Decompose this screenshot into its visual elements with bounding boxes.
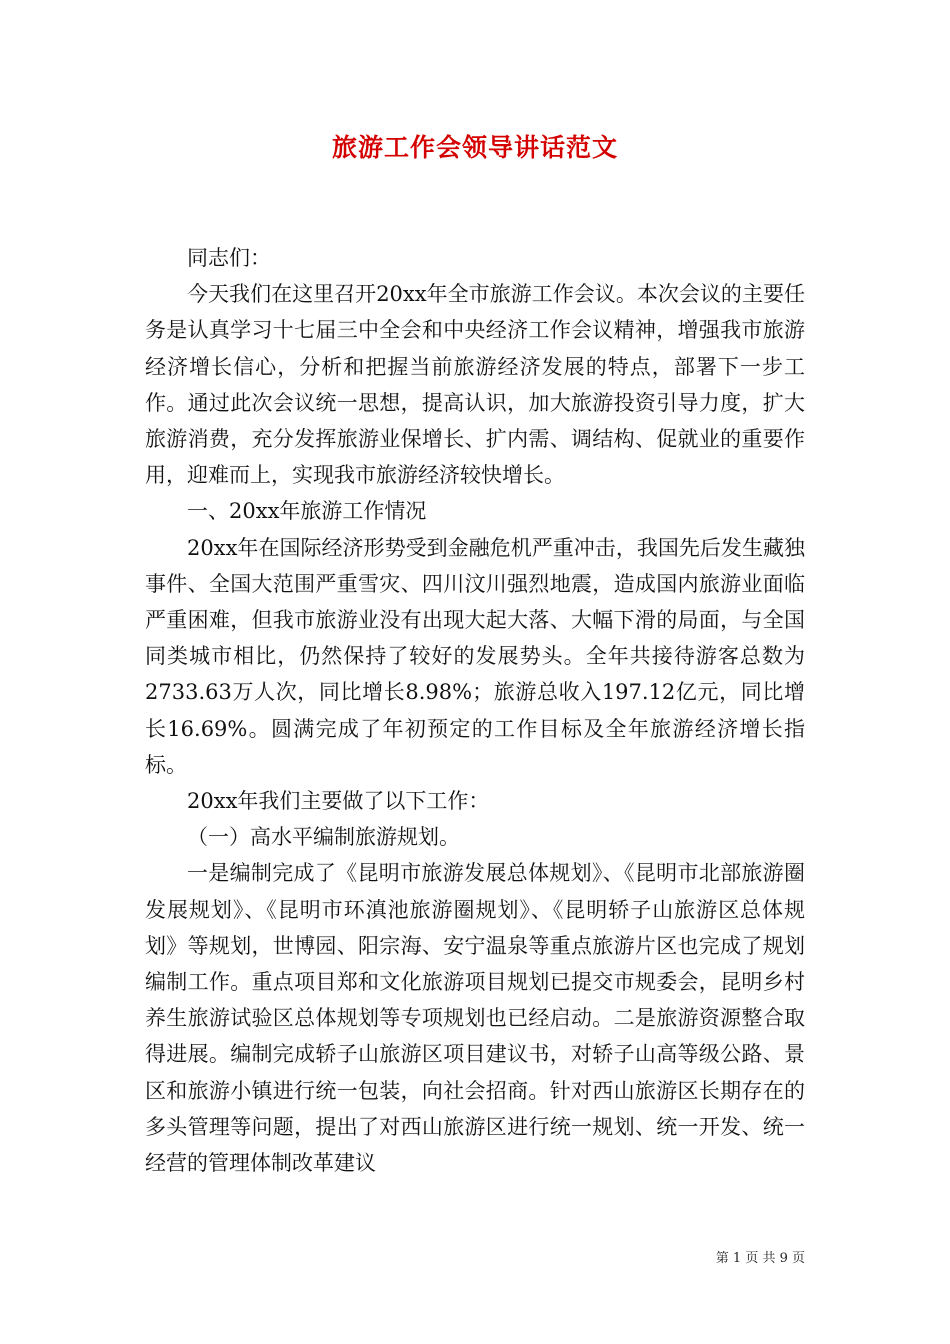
paragraph-situation: 20xx年在国际经济形势受到金融危机严重冲击，我国先后发生藏独事件、全国大范围严重雪灾、四川汶川强烈地震，造成国内旅游业面临严重困难，但我市旅游业没有出现大起大落、大幅下滑的局面，与全国同类城市相比，仍然保持了较好的发展势头。全年共接待游客总数为2733.63万人次，同比增长8.98%；旅游总收入197.12亿元，同比增长16.69%。圆满完成了年初预定的工作目标及全年旅游经济增长指标。 bbox=[145, 535, 805, 777]
page-number: 第 1 页 共 9 页 bbox=[715, 1251, 805, 1266]
subsection-heading-1: （一）高水平编制旅游规划。 bbox=[187, 825, 460, 850]
paragraph-planning: 一是编制完成了《昆明市旅游发展总体规划》、《昆明市北部旅游圈发展规划》、《昆明市环滇池旅游圈规划》、《昆明轿子山旅游区总体规划》等规划，世博园、阳宗海、安宁温泉等重点旅游片区也完成了规划编制工作。重点项目郑和文化旅游项目规划已提交市规委会，昆明乡村养生旅游试验区总体规划等专项规划也已经启动。二是旅游资源整合取得进展。编制完成轿子山旅游区项目建议书，对轿子山高等级公路、景区和旅游小镇进行统一包装，向社会招商。针对西山旅游区长期存在的多头管理等问题，提出了对西山旅游区进行统一规划、统一开发、统一经营的管理体制改革建议 bbox=[145, 861, 805, 1176]
document-body bbox=[145, 240, 805, 1181]
section-heading-1: 一、20xx年旅游工作情况 bbox=[187, 499, 427, 524]
greeting: 同志们： bbox=[187, 246, 271, 270]
paragraph-work-intro: 20xx年我们主要做了以下工作： bbox=[187, 789, 490, 814]
paragraph-intro: 今天我们在这里召开20xx年全市旅游工作会议。本次会议的主要任务是认真学习十七届三中全会和中央经济工作会议精神，增强我市旅游经济增长信心，分析和把握当前旅游经济发展的特点，部署下一步工作。通过此次会议统一思想，提高认识，加大旅游投资引导力度，扩大旅游消费，充分发挥旅游业保增长、扩内需、调结构、促就业的重要作用，迎难而上，实现我市旅游经济较快增长。 bbox=[145, 282, 805, 488]
document-title: 旅游工作会领导讲话范文 bbox=[331, 133, 618, 162]
